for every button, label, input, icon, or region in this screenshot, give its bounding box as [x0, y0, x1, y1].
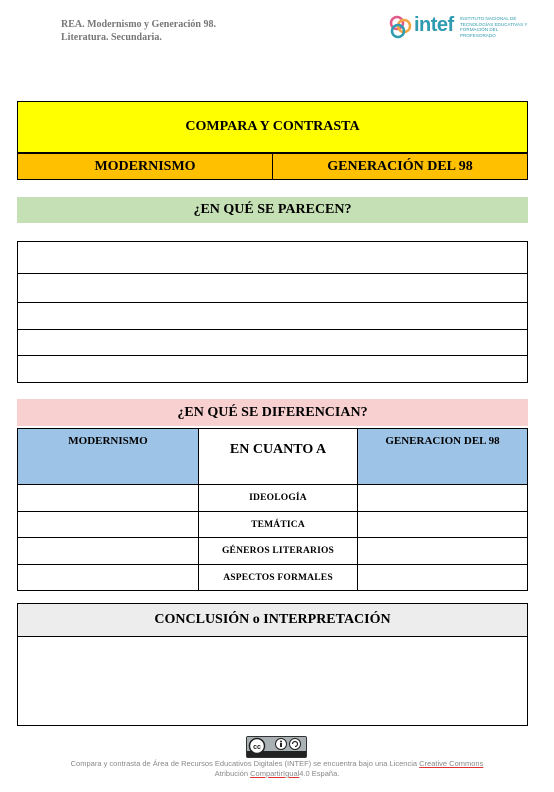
header-line-1: REA. Modernismo y Generación 98. — [61, 19, 216, 30]
compare-right-header: GENERACIÓN DEL 98 — [273, 153, 528, 180]
differences-row — [18, 565, 527, 590]
similarity-row-1[interactable] — [18, 242, 527, 274]
footer-text-2: Atribución — [214, 769, 249, 778]
compare-columns — [17, 153, 528, 180]
similarities-heading: ¿EN QUÉ SE PARECEN? — [17, 197, 528, 223]
document-header — [61, 18, 216, 44]
differences-row-label: GÉNEROS LITERARIOS — [199, 538, 358, 564]
differences-col-generacion: GENERACION DEL 98 — [358, 429, 527, 484]
differences-cell-modernismo[interactable] — [18, 485, 199, 511]
differences-cell-generacion[interactable] — [358, 565, 527, 590]
differences-cell-generacion[interactable] — [358, 538, 527, 564]
similarity-row-3[interactable] — [18, 303, 527, 330]
differences-row — [18, 485, 527, 512]
footer-text-1: Compara y contrasta de Área de Recursos Educativos Digitales (INTEF) se encuentra bajo una Licencia — [70, 759, 418, 768]
intef-logo-icon — [388, 14, 414, 40]
differences-cell-modernismo[interactable] — [18, 565, 199, 590]
differences-cell-modernismo[interactable] — [18, 538, 199, 564]
logo-subtitle: INSTITUTO NACIONAL DE TECNOLOGÍAS EDUCATIVAS Y FORMACIÓN DEL PROFESORADO — [460, 16, 528, 38]
differences-row-label: TEMÁTICA — [199, 512, 358, 537]
similarity-row-5[interactable] — [18, 356, 527, 382]
differences-heading: ¿EN QUÉ SE DIFERENCIAN? — [17, 399, 528, 426]
differences-row-label: IDEOLOGÍA — [199, 485, 358, 511]
compare-title: COMPARA Y CONTRASTA — [17, 101, 528, 153]
logo-wordmark: intef — [414, 14, 454, 36]
similarity-row-2[interactable] — [18, 274, 527, 303]
differences-header-row — [18, 429, 527, 485]
cc-license-icon — [247, 737, 306, 757]
header-line-2: Literatura. Secundaria. — [61, 32, 162, 43]
differences-row — [18, 512, 527, 538]
footer-text-3: 4.0 España. — [299, 769, 340, 778]
differences-row-label: ASPECTOS FORMALES — [199, 565, 358, 590]
differences-cell-modernismo[interactable] — [18, 512, 199, 537]
cc-license-badge[interactable] — [246, 736, 307, 758]
footer-link-sa[interactable]: CompartirIgual — [250, 769, 300, 778]
differences-table — [17, 428, 528, 591]
license-footer — [60, 759, 494, 779]
differences-col-modernismo: MODERNISMO — [18, 429, 199, 484]
conclusion-box[interactable] — [17, 637, 528, 726]
differences-row — [18, 538, 527, 565]
differences-cell-generacion[interactable] — [358, 485, 527, 511]
footer-link-cc[interactable]: Creative Commons — [419, 759, 484, 768]
differences-col-en-cuanto-a: EN CUANTO A — [199, 429, 358, 484]
svg-text:cc: cc — [253, 744, 261, 751]
conclusion-heading: CONCLUSIÓN o INTERPRETACIÓN — [17, 603, 528, 637]
differences-cell-generacion[interactable] — [358, 512, 527, 537]
intef-logo — [388, 14, 533, 40]
similarities-table — [17, 241, 528, 383]
compare-left-header: MODERNISMO — [17, 153, 273, 180]
similarity-row-4[interactable] — [18, 330, 527, 356]
